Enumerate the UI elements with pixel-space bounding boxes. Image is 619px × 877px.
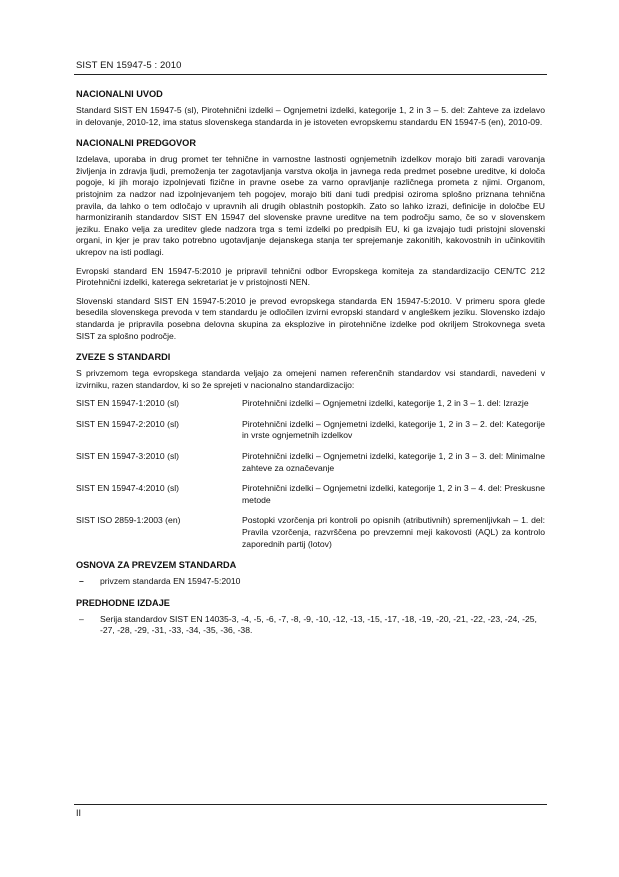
section-nacionalni-uvod bbox=[76, 88, 545, 128]
standard-title: Pirotehnični izdelki – Ognjemetni izdelki, kategorije 1, 2 in 3 – 1. del: Izrazje bbox=[242, 398, 529, 409]
standard-title: Pirotehnični izdelki – Ognjemetni izdelki, kategorije 1, 2 in 3 – 2. del: Kategorije in vrste ognjemetnih izdelkov bbox=[242, 418, 545, 441]
section-nacionalni-predgovor bbox=[76, 137, 545, 342]
dash-bullet-icon: – bbox=[79, 576, 84, 587]
paragraph: Evropski standard EN 15947-5:2010 je pripravil tehnični odbor Evropskega komiteja za standardizacijo CEN/TC 212 Pirotehnični izdelki, katerega sekretariat je v pristojnosti NEN. bbox=[76, 265, 545, 288]
page-number: II bbox=[76, 808, 82, 818]
section-title-nacionalni-uvod: NACIONALNI UVOD bbox=[76, 89, 163, 99]
section-title-predhodne-izdaje: PREDHODNE IZDAJE bbox=[76, 597, 170, 608]
standard-row bbox=[76, 483, 545, 506]
paragraph: Slovenski standard SIST EN 15947-5:2010 je prevod evropskega standarda EN 15947-5:2010. V primeru spora glede besedila slovenskega prevoda v tem standardu je odločilen izvirni evropski standard v angleškem jeziku. Slovensko izdajo standarda je pripravila posebna delovna skupina za eksplozive in pirotehnične izdelke pod okriljem Strokovnega sveta SIST za splošno področje. bbox=[76, 295, 545, 341]
standard-title: Pirotehnični izdelki – Ognjemetni izdelki, kategorije 1, 2 in 3 – 4. del: Preskusne metode bbox=[242, 483, 545, 505]
standard-code: SIST EN 15947-1:2010 (sl) bbox=[76, 398, 180, 409]
paragraph: Izdelava, uporaba in drug promet ter tehnične in varnostne lastnosti ognjemetnih izdelkov morajo biti zaradi varovanja življenja in zdravja ljudi, premoženja ter zagotavljanja varstva okolja in javnega reda predmet posebne ureditve, ki določa pogoje, ki jih morajo izpolnjevati fizične in pravne osebe za varno opravljanje različnega prometa z njimi. Organom, pristojnim za nadzor nad izpolnjevanjem teh pogojev, morajo biti dani tudi predpisi oziroma splošno priznana tehnična pravila, da lahko o tem odločajo v upravnih ali drugih oblastnih postopkih. Zato so lahko izrazi, definicije in določbe EU harmoniziranih standardov SIST EN 15947 del slovenske pravne ureditve na tem področju samo, če so v slovenskem jeziku. Enako velja za ureditev glede nadzora trga s temi izdelki po predpisih EU, ki ga izvajajo tudi pristojni slovenski organi, in kjer je prav tako potrebno ugotavljanje dejanskega stanja ter sprejemanje zakonitih, kakovostnih in učinkovitih ukrepov na isti podlagi. bbox=[76, 154, 545, 257]
standard-row bbox=[76, 419, 545, 442]
list-item bbox=[76, 576, 545, 588]
page-content bbox=[76, 88, 545, 646]
paragraph: Standard SIST EN 15947-5 (sl), Pirotehnični izdelki – Ognjemetni izdelki, kategorije 1, 2 in 3 – 5. del: Zahteve za izdelavo in delovanje, 2010-12, ima status slovenskega standarda in je istoveten evropskemu standardu EN 15947-5 (en), 2010-09. bbox=[76, 105, 545, 127]
header-divider bbox=[74, 74, 547, 75]
paragraph: S privzemom tega evropskega standarda veljajo za omejeni namen referenčnih standardov vsi standardi, navedeni v izvirniku, razen standardov, ki so že sprejeti v nacionalno standardizacijo: bbox=[76, 368, 545, 390]
standard-title: Postopki vzorčenja pri kontroli po opisnih (atributivnih) spremenljivkah – 1. del: Pravila vzorčenja, razvrščena po prevzemni meji kakovosti (AQL) za kontrolo zaporednih partij (lotov) bbox=[242, 515, 545, 549]
section-predhodne-izdaje bbox=[76, 597, 545, 637]
section-title-nacionalni-predgovor: NACIONALNI PREDGOVOR bbox=[76, 138, 196, 149]
standard-row bbox=[76, 398, 545, 410]
standard-code: SIST ISO 2859-1:2003 (en) bbox=[76, 515, 181, 526]
standard-row bbox=[76, 515, 545, 550]
dash-bullet-icon: – bbox=[79, 613, 84, 624]
list-item-text: Serija standardov SIST EN 14035-3, -4, -5, -6, -7, -8, -9, -10, -12, -13, -15, -17, -18, -19, -20, -21, -22, -23, -24, -25, -27, -28, -29, -31, -33, -34, -35, -36, -38. bbox=[100, 613, 537, 636]
standard-code: SIST EN 15947-3:2010 (sl) bbox=[76, 451, 180, 462]
standard-title: Pirotehnični izdelki – Ognjemetni izdelki, kategorije 1, 2 in 3 – 3. del: Minimalne zahteve za označevanje bbox=[242, 451, 545, 473]
section-zveze-s-standardi bbox=[76, 351, 545, 550]
list-item bbox=[76, 614, 545, 637]
section-osnova-za-prevzem bbox=[76, 559, 545, 588]
list-item-text: privzem standarda EN 15947-5:2010 bbox=[100, 576, 241, 587]
section-title-osnova-za-prevzem: OSNOVA ZA PREVZEM STANDARDA bbox=[76, 560, 237, 571]
standard-code: SIST EN 15947-4:2010 (sl) bbox=[76, 483, 180, 494]
document-id-header: SIST EN 15947-5 : 2010 bbox=[76, 60, 182, 71]
footer-divider bbox=[74, 804, 547, 805]
standard-code: SIST EN 15947-2:2010 (sl) bbox=[76, 418, 180, 429]
section-title-zveze-s-standardi: ZVEZE S STANDARDI bbox=[76, 352, 171, 363]
standard-row bbox=[76, 451, 545, 474]
